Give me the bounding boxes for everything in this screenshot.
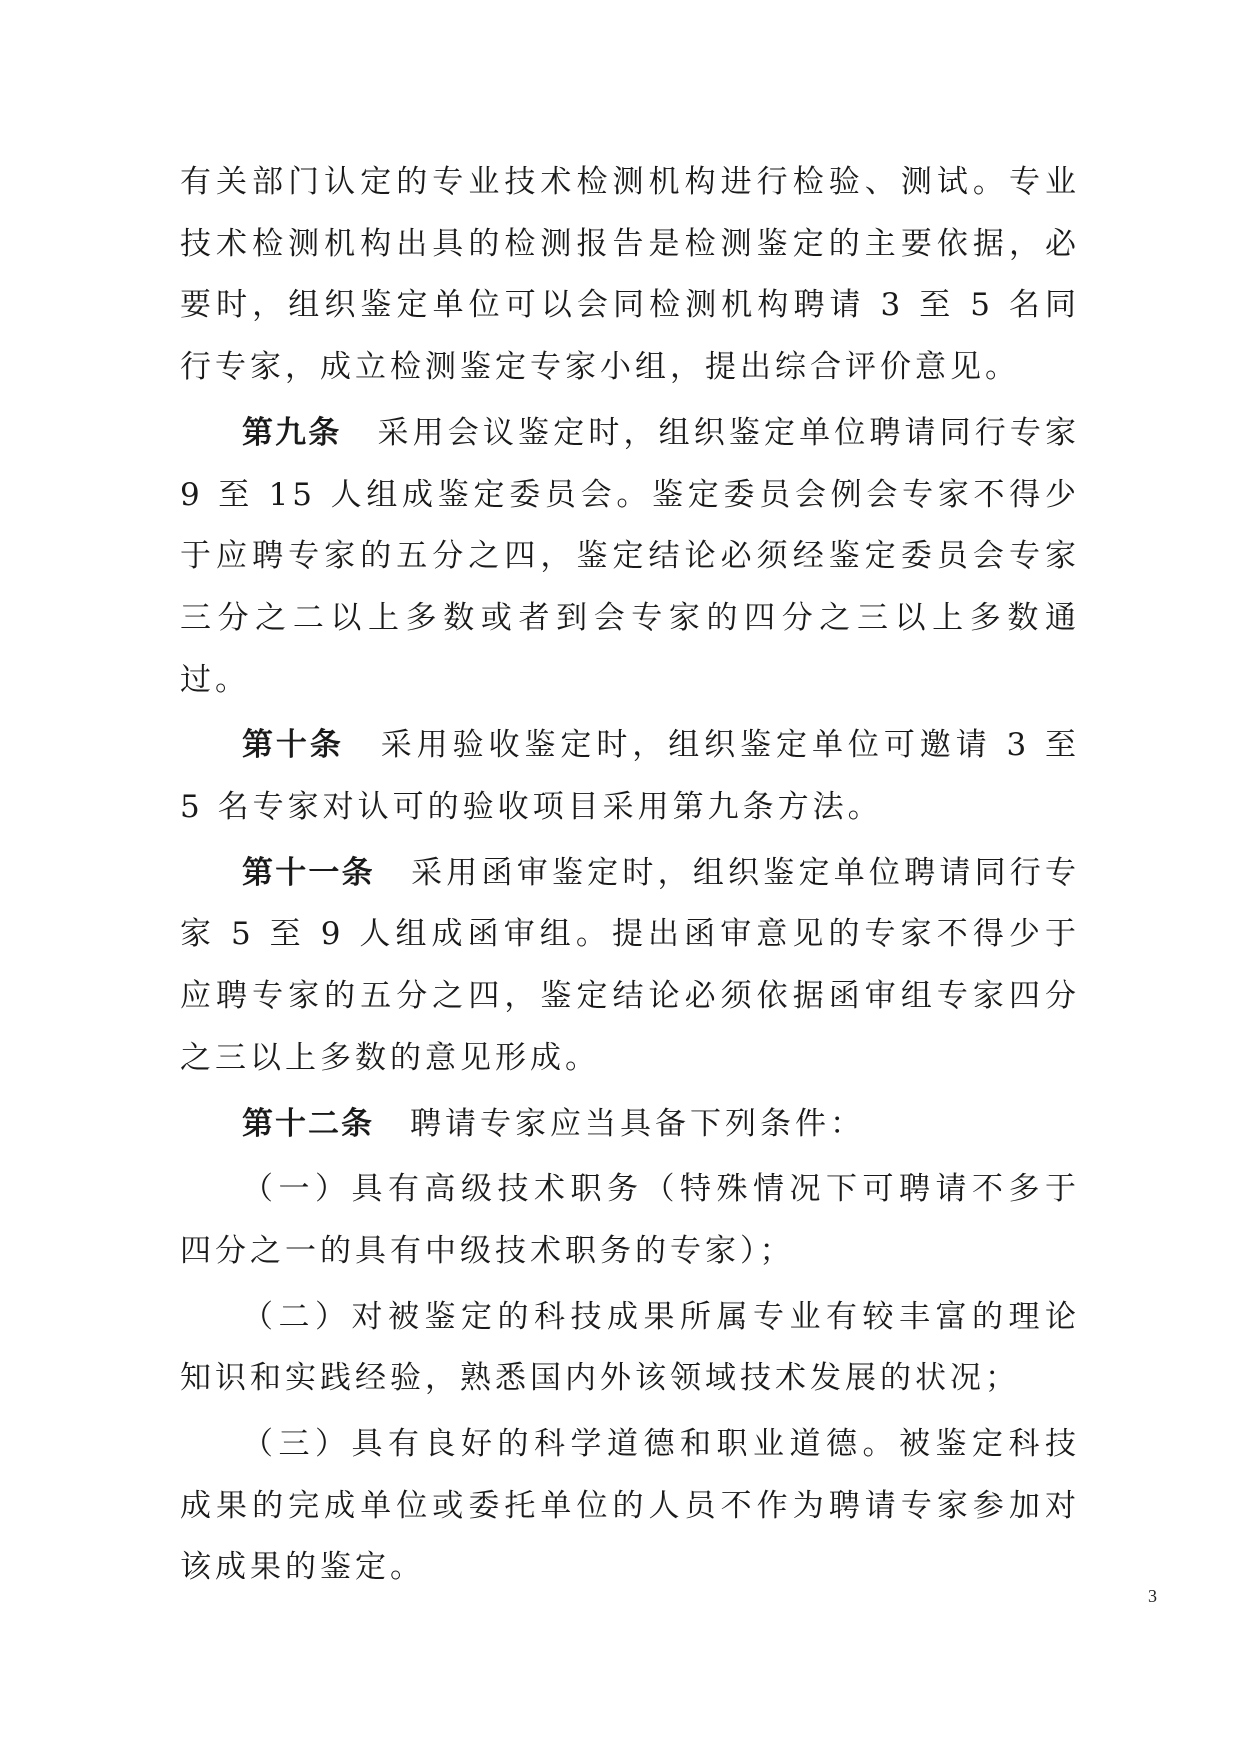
page-number: 3 — [1148, 1586, 1157, 1606]
article-label: 第九条 — [242, 414, 342, 451]
condition-item-3 — [180, 1414, 1080, 1599]
paragraph-continuation — [180, 152, 1080, 399]
article-text: 采用会议鉴定时，组织鉴定单位聘请同行专家 9 至 15 人组成鉴定委员会。鉴定委员会例会专家不得少于应聘专家的五分之四，鉴定结论必须经鉴定委员会专家三分之二以上多数或者到会专家的四分之三以上多数通过。 — [180, 414, 1081, 698]
document-body — [180, 152, 1080, 1599]
article-text: 采用验收鉴定时，组织鉴定单位可邀请 3 至 5 名专家对认可的验收项目采用第九条方法。 — [180, 727, 1080, 826]
article-10 — [180, 715, 1080, 838]
article-text: 采用函审鉴定时，组织鉴定单位聘请同行专家 5 至 9 人组成函审组。提出函审意见的专家不得少于应聘专家的五分之四，鉴定结论必须依据函审组专家四分之三以上多数的意见形成。 — [180, 854, 1081, 1076]
article-12 — [180, 1094, 1080, 1156]
condition-item-1 — [180, 1159, 1080, 1282]
article-label: 第十一条 — [242, 854, 375, 891]
paragraph-text: 有关部门认定的专业技术检测机构进行检验、测试。专业技术检测机构出具的检测报告是检测鉴定的主要依据，必要时，组织鉴定单位可以会同检测机构聘请 3 至 5 名同行专家，成立检测鉴定专家小组，提出综合评价意见。 — [180, 164, 1080, 386]
article-label: 第十条 — [242, 727, 344, 764]
condition-text: （一）具有高级技术职务（特殊情况下可聘请不多于四分之一的具有中级技术职务的专家）； — [180, 1171, 1080, 1269]
article-9 — [180, 403, 1080, 712]
article-label: 第十二条 — [242, 1105, 374, 1142]
condition-item-2 — [180, 1287, 1080, 1410]
article-11 — [180, 843, 1080, 1090]
article-text: 聘请专家应当具备下列条件： — [410, 1105, 865, 1142]
condition-text: （二）对被鉴定的科技成果所属专业有较丰富的理论知识和实践经验，熟悉国内外该领域技术发展的状况； — [180, 1298, 1080, 1397]
condition-text: （三）具有良好的科学道德和职业道德。被鉴定科技成果的完成单位或委托单位的人员不作为聘请专家参加对该成果的鉴定。 — [180, 1426, 1080, 1586]
